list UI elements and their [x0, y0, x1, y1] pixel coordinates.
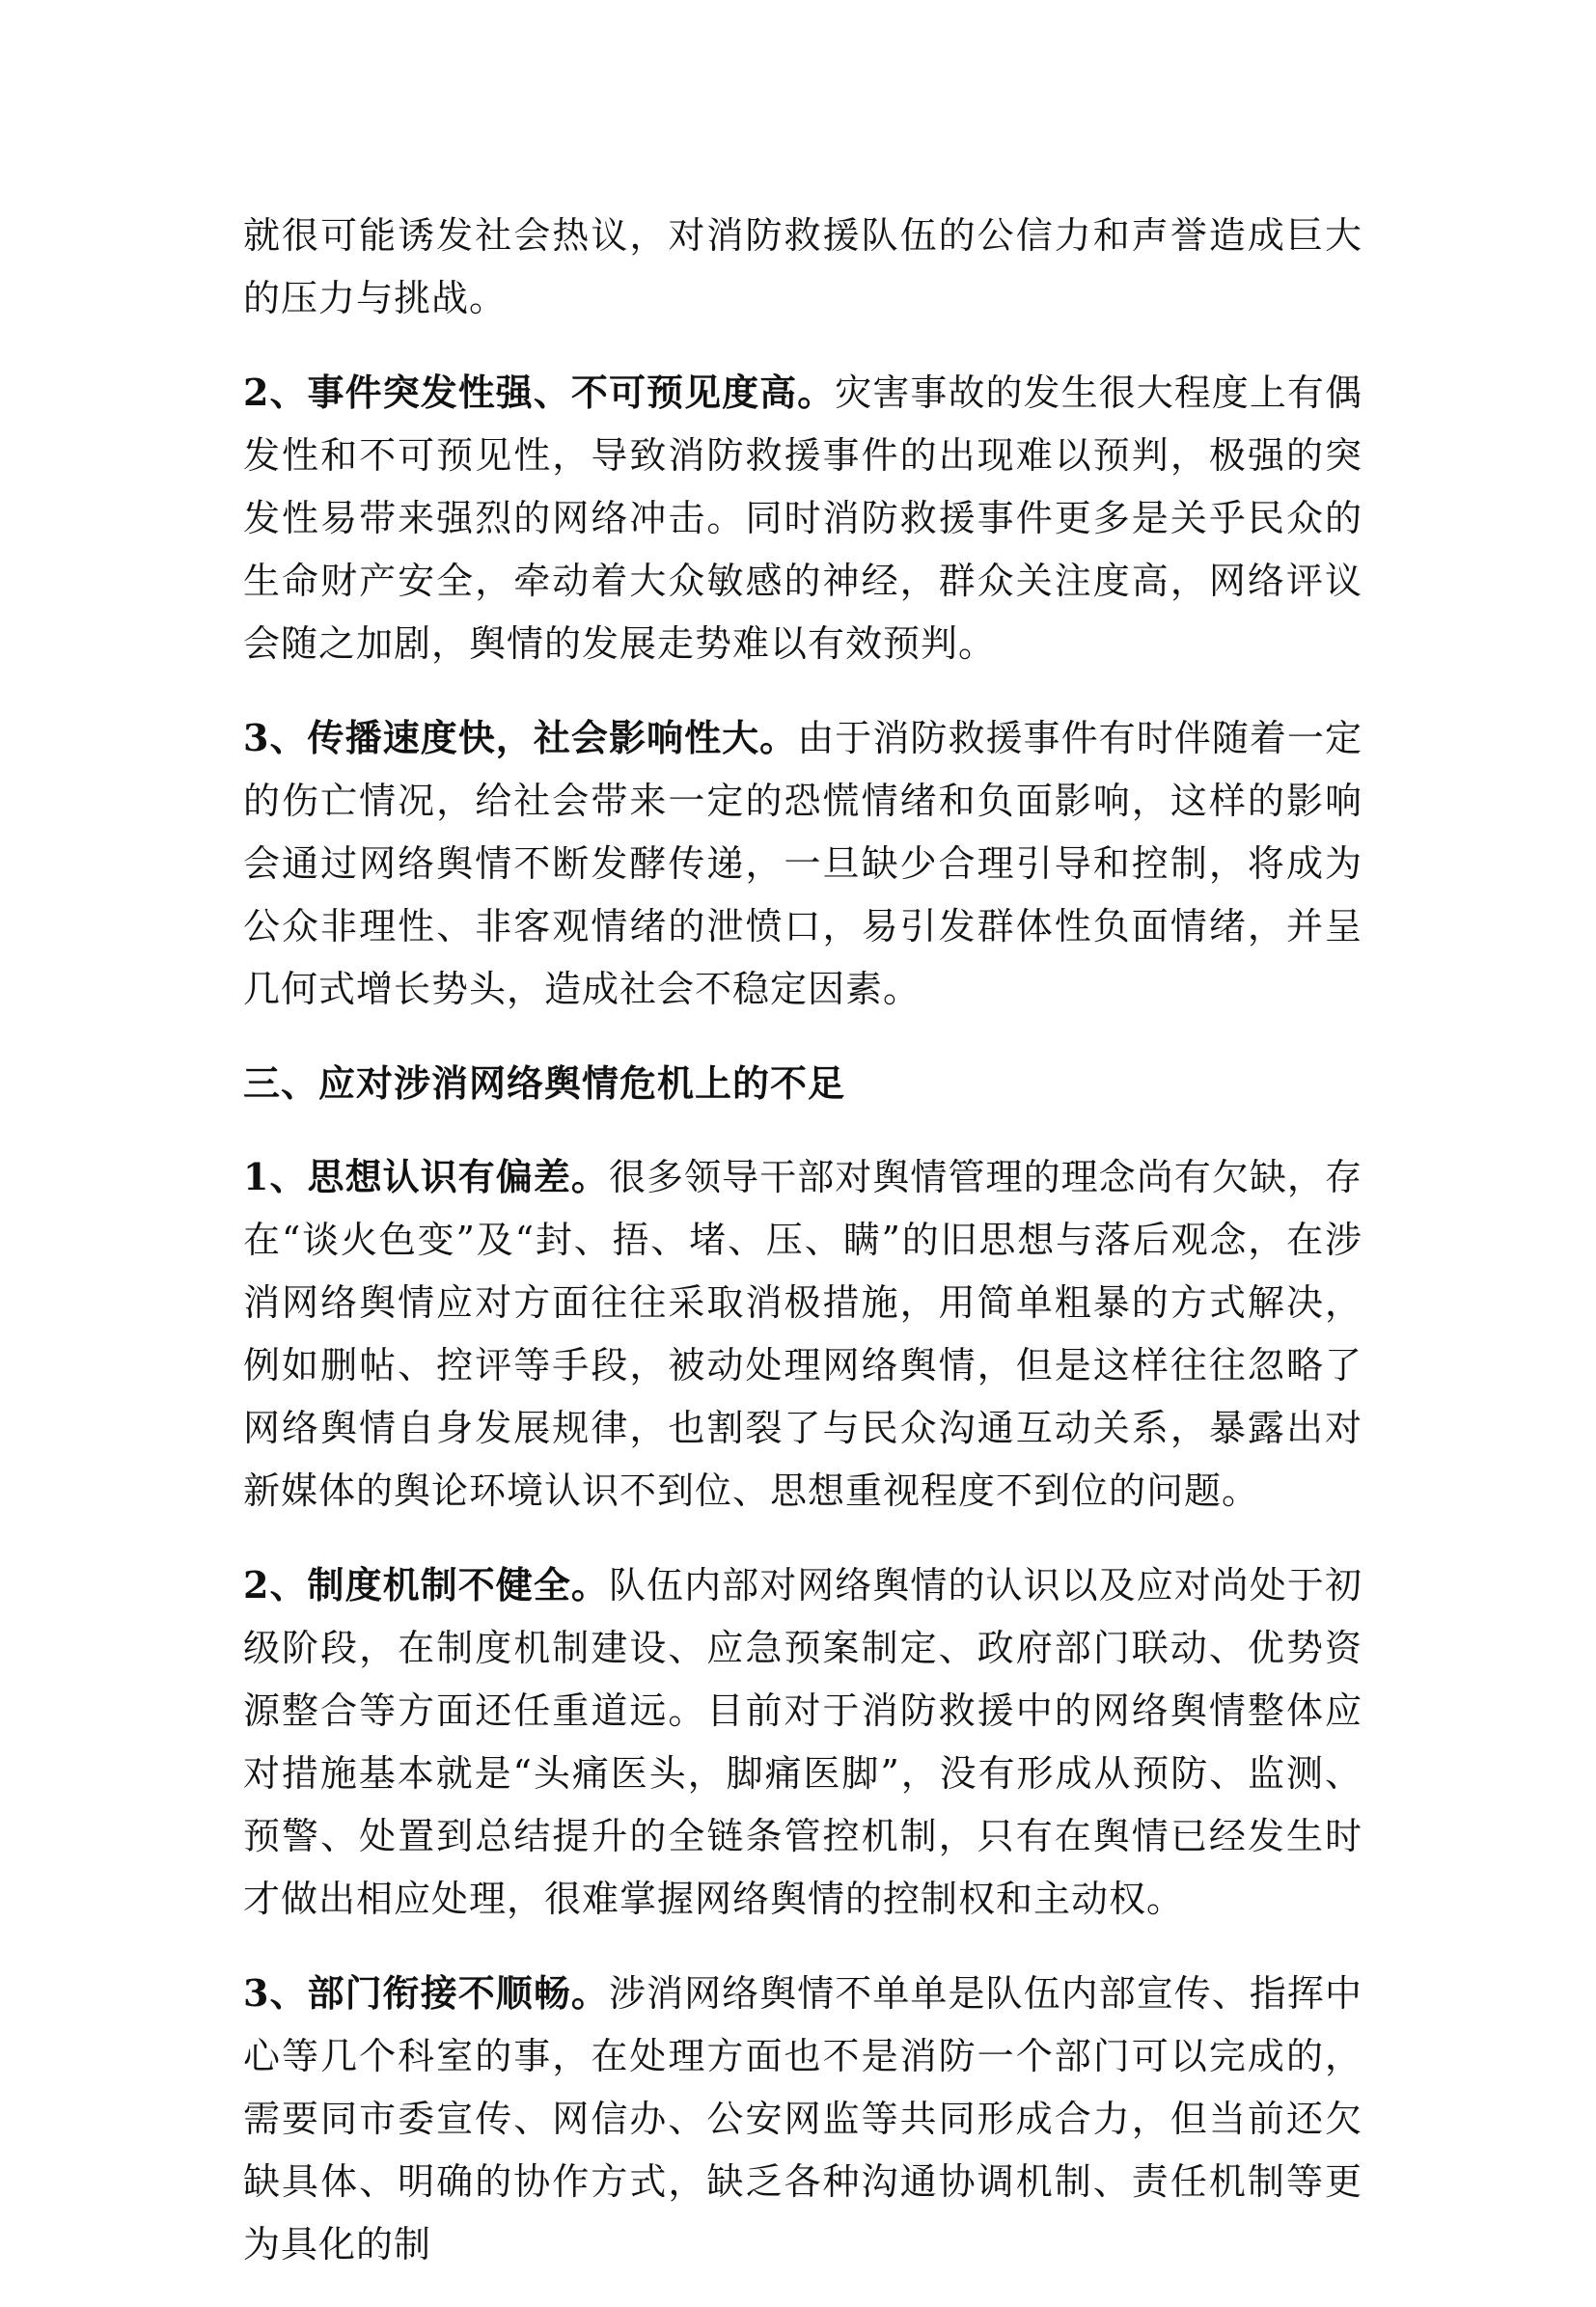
paragraph-lead: 1、思想认识有偏差。	[243, 1155, 609, 1198]
paragraph-point-3	[243, 706, 1362, 1021]
paragraph-continuation	[243, 205, 1362, 330]
section-heading: 三、应对涉消网络舆情危机上的不足	[243, 1061, 846, 1105]
paragraph-text: 很多领导干部对舆情管理的理念尚有欠缺，存在“谈火色变”及“封、捂、堵、压、瞒”的旧思想与落后观念，在涉消网络舆情应对方面往往采取消极措施，用简单粗暴的方式解决，例如删帖、控评等手段，被动处理网络舆情，但是这样往往忽略了网络舆情自身发展规律，也割裂了与民众沟通互动关系，暴露出对新媒体的舆论环境认识不到位、思想重视程度不到位的问题。	[243, 1156, 1362, 1512]
paragraph-deficiency-2	[243, 1553, 1362, 1931]
paragraph-lead: 3、传播速度快，社会影响性大。	[243, 716, 798, 759]
paragraph-lead: 2、事件突发性强、不可预见度高。	[243, 371, 836, 414]
paragraph-text: 涉消网络舆情不单单是队伍内部宣传、指挥中心等几个科室的事，在处理方面也不是消防一个部门可以完成的，需要同市委宣传、网信办、公安网监等共同形成合力，但当前还欠缺具体、明确的协作方式，缺乏各种沟通协调机制、责任机制等更为具化的制	[243, 1972, 1362, 2266]
paragraph-lead: 2、制度机制不健全。	[243, 1563, 609, 1607]
paragraph-text: 由于消防救援事件有时伴随着一定的伤亡情况，给社会带来一定的恐慌情绪和负面影响，这样的影响会通过网络舆情不断发酵传递，一旦缺少合理引导和控制，将成为公众非理性、非客观情绪的泄愤口，易引发群体性负面情绪，并呈几何式增长势头，造成社会不稳定因素。	[243, 717, 1362, 1010]
paragraph-deficiency-3	[243, 1962, 1362, 2276]
paragraph-point-2	[243, 361, 1362, 675]
paragraph-deficiency-1	[243, 1145, 1362, 1523]
paragraph-text: 队伍内部对网络舆情的认识以及应对尚处于初级阶段，在制度机制建设、应急预案制定、政府部门联动、优势资源整合等方面还任重道远。目前对于消防救援中的网络舆情整体应对措施基本就是“头痛医头，脚痛医脚”，没有形成从预防、监测、预警、处置到总结提升的全链条管控机制，只有在舆情已经发生时才做出相应处理，很难掌握网络舆情的控制权和主动权。	[243, 1564, 1362, 1920]
paragraph-text: 灾害事故的发生很大程度上有偶发性和不可预见性，导致消防救援事件的出现难以预判，极强的突发性易带来强烈的网络冲击。同时消防救援事件更多是关乎民众的生命财产安全，牵动着大众敏感的神经，群众关注度高，网络评议会随之加剧，舆情的发展走势难以有效预判。	[243, 371, 1362, 665]
document-page	[243, 205, 1362, 2307]
paragraph-text: 就很可能诱发社会热议，对消防救援队伍的公信力和声誉造成巨大的压力与挑战。	[243, 214, 1362, 319]
paragraph-lead: 3、部门衔接不顺畅。	[243, 1971, 609, 2015]
